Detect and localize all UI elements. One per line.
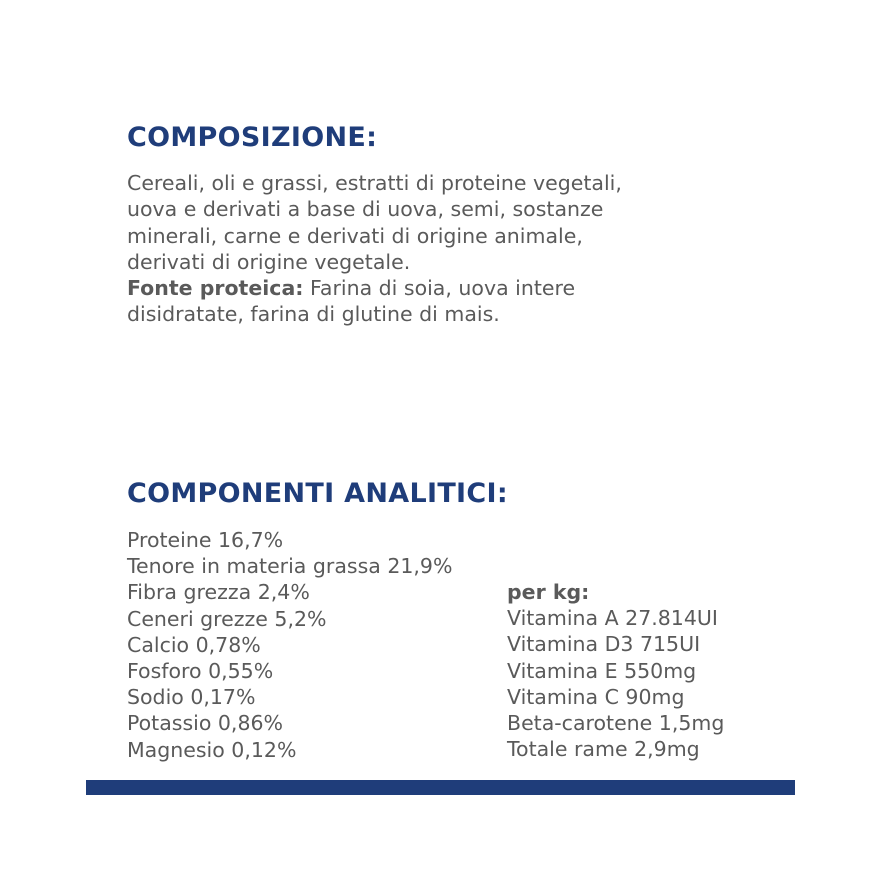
list-item: Vitamina C 90mg	[507, 684, 685, 709]
composition-text	[127, 170, 767, 328]
bottom-divider-bar	[86, 780, 795, 795]
list-item: Fibra grezza 2,4%	[127, 580, 310, 605]
composition-line: minerali, carne e derivati di origine animale,	[127, 223, 583, 248]
analytical-components-list	[127, 527, 452, 763]
list-item: Calcio 0,78%	[127, 632, 261, 657]
list-item: Totale rame 2,9mg	[507, 737, 700, 762]
composition-line: Cereali, oli e grassi, estratti di proteine vegetali,	[127, 171, 622, 195]
composition-heading: COMPOSIZIONE:	[127, 122, 378, 153]
list-item: Ceneri grezze 5,2%	[127, 606, 327, 631]
vitamins-list	[507, 579, 724, 762]
list-item: Vitamina E 550mg	[507, 658, 697, 683]
list-item: Fosforo 0,55%	[127, 659, 274, 684]
list-item: Tenore in materia grassa 21,9%	[127, 554, 453, 579]
list-item: Potassio 0,86%	[127, 711, 284, 736]
list-item: Magnesio 0,12%	[127, 737, 297, 762]
list-item: Proteine 16,7%	[127, 528, 284, 552]
analytical-heading: COMPONENTI ANALITICI:	[127, 478, 508, 509]
list-item: Vitamina D3 715UI	[507, 632, 701, 657]
protein-source-line	[127, 275, 767, 301]
list-item: Beta-carotene 1,5mg	[507, 711, 725, 736]
composition-line: derivati di origine vegetale.	[127, 249, 411, 274]
list-item: Sodio 0,17%	[127, 685, 256, 710]
protein-source-label: Fonte proteica:	[127, 276, 304, 301]
composition-line: uova e derivati a base di uova, semi, sostanze	[127, 197, 604, 222]
protein-source-line: disidratate, farina di glutine di mais.	[127, 302, 500, 327]
protein-source-text: Farina di soia, uova intere	[303, 276, 576, 301]
list-item: Vitamina A 27.814UI	[507, 606, 718, 631]
per-kg-label: per kg:	[507, 580, 590, 604]
